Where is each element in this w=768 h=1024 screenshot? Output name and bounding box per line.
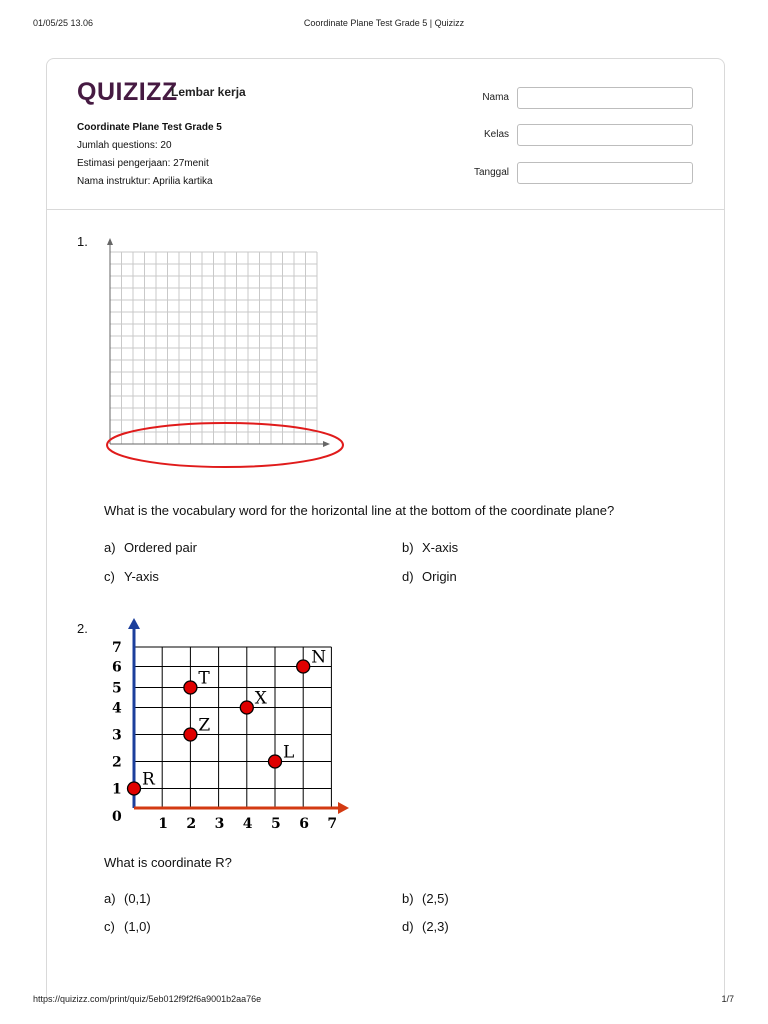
worksheet-title: Coordinate Plane Test Grade 5 bbox=[77, 122, 222, 133]
worksheet-header bbox=[47, 59, 724, 210]
option-c[interactable] bbox=[104, 569, 159, 584]
option-b[interactable] bbox=[402, 891, 449, 906]
x-tick-label: 5 bbox=[271, 816, 281, 832]
option-letter: d) bbox=[402, 569, 414, 584]
point-label: L bbox=[283, 742, 295, 763]
question-text: What is coordinate R? bbox=[104, 855, 232, 870]
class-field[interactable] bbox=[517, 124, 693, 146]
option-text: Y-axis bbox=[124, 569, 159, 584]
x-tick-label: 4 bbox=[242, 816, 253, 832]
option-text: (0,1) bbox=[124, 891, 151, 906]
option-letter: a) bbox=[104, 891, 116, 906]
y-tick-label: 4 bbox=[112, 700, 122, 717]
point-l bbox=[269, 755, 282, 768]
print-footer bbox=[0, 994, 768, 1008]
option-letter: b) bbox=[402, 540, 414, 555]
point-label: X bbox=[254, 688, 267, 709]
y-axis-arrow-icon bbox=[128, 618, 140, 629]
x-tick-label: 3 bbox=[214, 816, 225, 832]
x-tick-label: 2 bbox=[186, 816, 197, 832]
option-letter: b) bbox=[402, 891, 414, 906]
option-text: (2,5) bbox=[422, 891, 449, 906]
option-letter: c) bbox=[104, 569, 115, 584]
question-number: 1. bbox=[77, 234, 88, 249]
print-datetime: 01/05/25 13.06 bbox=[33, 18, 94, 28]
y-tick-label: 5 bbox=[112, 680, 122, 697]
worksheet-subtitle: Lembar kerja bbox=[171, 85, 246, 99]
x-tick-label: 0 bbox=[112, 809, 122, 825]
option-b[interactable] bbox=[402, 540, 458, 555]
print-page-title: Coordinate Plane Test Grade 5 | Quizizz bbox=[303, 18, 465, 28]
point-label: R bbox=[142, 769, 155, 790]
y-tick-label: 1 bbox=[112, 781, 122, 798]
option-letter: a) bbox=[104, 540, 116, 555]
point-label: Z bbox=[198, 715, 211, 736]
instructor-name: Nama instruktur: Aprilia kartika bbox=[77, 176, 213, 187]
option-text: Ordered pair bbox=[124, 540, 197, 555]
option-a[interactable] bbox=[104, 891, 151, 906]
question-count: Jumlah questions: 20 bbox=[77, 140, 172, 151]
option-text: (1,0) bbox=[124, 919, 151, 934]
worksheet-meta bbox=[77, 119, 222, 191]
option-text: (2,3) bbox=[422, 919, 449, 934]
class-label: Kelas bbox=[483, 129, 509, 140]
print-page-number: 1/7 bbox=[721, 994, 734, 1004]
y-tick-label: 7 bbox=[112, 640, 122, 656]
x-tick-label: 1 bbox=[158, 816, 168, 832]
coordinate-plane-chart bbox=[100, 615, 360, 840]
time-estimate: Estimasi pengerjaan: 27menit bbox=[77, 158, 209, 169]
point-label: T bbox=[198, 668, 210, 689]
y-tick-label: 2 bbox=[112, 754, 122, 771]
y-tick-label: 6 bbox=[112, 659, 122, 676]
x-tick-label: 7 bbox=[327, 816, 338, 832]
y-tick-label: 3 bbox=[112, 727, 122, 744]
blank-coordinate-grid bbox=[100, 235, 350, 470]
option-d[interactable] bbox=[402, 919, 449, 934]
point-x bbox=[240, 701, 253, 714]
x-axis-arrow-icon bbox=[338, 802, 349, 814]
option-d[interactable] bbox=[402, 569, 457, 584]
question-number: 2. bbox=[77, 621, 88, 636]
point-z bbox=[184, 728, 197, 741]
x-tick-label: 6 bbox=[299, 816, 309, 832]
option-letter: d) bbox=[402, 919, 414, 934]
point-label: N bbox=[311, 647, 327, 668]
print-header bbox=[0, 18, 768, 32]
date-label: Tanggal bbox=[473, 167, 509, 178]
point-r bbox=[128, 782, 141, 795]
option-text: X-axis bbox=[422, 540, 459, 555]
date-field[interactable] bbox=[517, 162, 693, 184]
option-c[interactable] bbox=[104, 919, 151, 934]
name-label: Nama bbox=[482, 92, 509, 103]
option-letter: c) bbox=[104, 919, 115, 934]
point-t bbox=[184, 681, 197, 694]
question-text: What is the vocabulary word for the horizontal line at the bottom of the coordinate plane? bbox=[104, 503, 615, 518]
point-n bbox=[297, 660, 310, 673]
option-text: Origin bbox=[422, 569, 457, 584]
print-url: https://quizizz.com/print/quiz/5eb012f9f2f6a9001b2aa76e bbox=[33, 994, 262, 1004]
name-field[interactable] bbox=[517, 87, 693, 109]
option-a[interactable] bbox=[104, 540, 197, 555]
quizizz-logo: QUIZIZZ bbox=[77, 78, 178, 106]
